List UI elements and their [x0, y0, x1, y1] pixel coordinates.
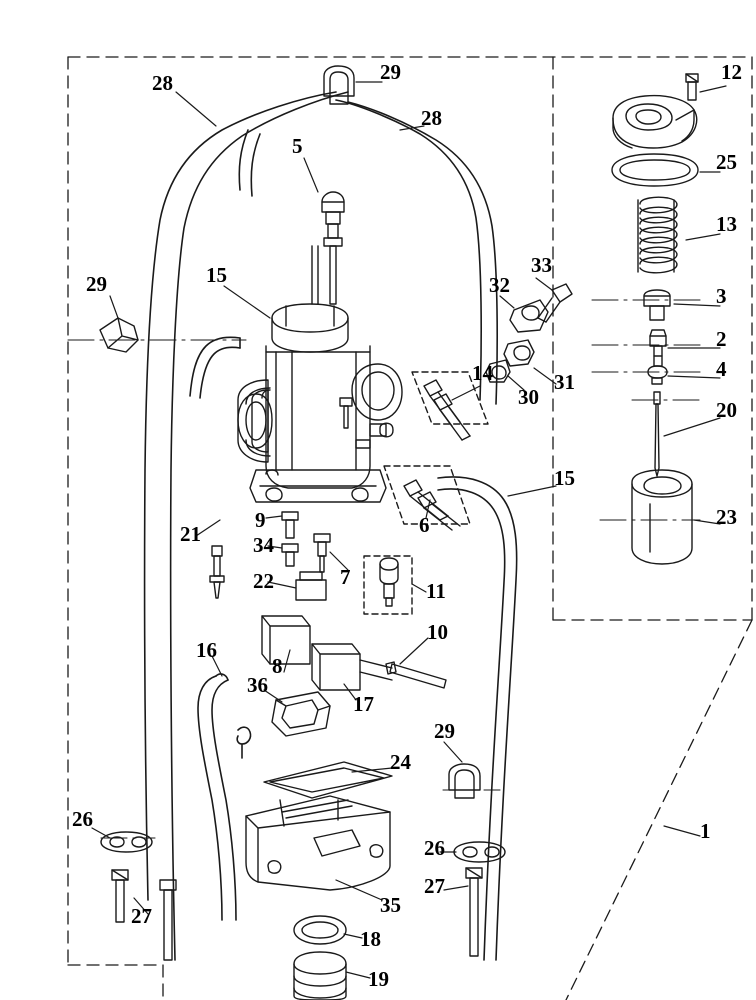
callout-2: 2 — [716, 327, 727, 351]
callout-15-right: 15 — [554, 466, 575, 490]
part-9-screw — [282, 512, 298, 538]
callout-28-left: 28 — [152, 71, 173, 95]
callout-14: 14 — [472, 361, 493, 385]
callout-23: 23 — [716, 505, 737, 529]
part-35-float-bowl — [246, 796, 390, 890]
callout-12: 12 — [721, 60, 742, 84]
carburetor-main-body — [238, 192, 402, 502]
part-11-pilot-jet — [364, 556, 412, 614]
top-cap-assembly-12 — [613, 74, 698, 148]
callout-7: 7 — [340, 565, 351, 589]
callout-30: 30 — [518, 385, 539, 409]
callout-4: 4 — [716, 357, 727, 381]
callout-34: 34 — [253, 533, 274, 557]
part-7-needle-valve — [314, 534, 330, 572]
callout-33: 33 — [531, 253, 552, 277]
clamp-29-left — [100, 318, 138, 352]
callout-35: 35 — [380, 893, 401, 917]
part-24-bowl-gasket — [264, 762, 392, 798]
callout-19: 19 — [368, 967, 389, 991]
clamp-29-lower — [449, 764, 480, 798]
part-32-bracket — [510, 300, 548, 332]
part-3-needle-holder — [644, 290, 670, 320]
callout-27-left: 27 — [131, 904, 152, 928]
part-26-plate-right — [454, 842, 505, 862]
callout-32: 32 — [489, 273, 510, 297]
callout-1: 1 — [700, 819, 711, 843]
part-26-plate-left — [101, 832, 152, 852]
part-23-throttle-slide — [632, 470, 692, 564]
part-2-jet-needle-clip — [650, 330, 666, 366]
callout-24: 24 — [390, 750, 411, 774]
gasket-25 — [612, 154, 698, 186]
part-30-31-fitting — [486, 340, 534, 382]
callout-3: 3 — [716, 284, 727, 308]
part-18-o-ring — [294, 916, 346, 944]
callout-9: 9 — [255, 508, 266, 532]
hose-15-left — [190, 337, 240, 398]
callout-36: 36 — [247, 673, 268, 697]
spring-13 — [638, 197, 677, 273]
callout-31: 31 — [554, 370, 575, 394]
callout-21: 21 — [180, 522, 201, 546]
part-17-float-right — [312, 644, 392, 690]
callout-28-right: 28 — [421, 106, 442, 130]
callout-18: 18 — [360, 927, 381, 951]
part-19-drain-plug — [294, 952, 346, 1000]
callout-29-left: 29 — [86, 272, 107, 296]
callout-13: 13 — [716, 212, 737, 236]
part-10-float-pin — [386, 662, 446, 688]
part-27-screw-right — [466, 868, 482, 956]
callout-8: 8 — [272, 654, 283, 678]
part-36-float-arm — [272, 692, 330, 736]
callout-27-right: 27 — [424, 874, 445, 898]
callout-17: 17 — [353, 692, 374, 716]
callout-29-lower: 29 — [434, 719, 455, 743]
part-33-screw — [538, 284, 572, 322]
callout-5: 5 — [292, 134, 303, 158]
callout-16: 16 — [196, 638, 217, 662]
callout-6: 6 — [419, 513, 430, 537]
part-21-pilot-screw — [210, 546, 224, 598]
part-20-jet-needle — [654, 392, 660, 476]
part-27-screw-left — [112, 870, 128, 922]
callout-26-left: 26 — [72, 807, 93, 831]
callout-29: 29 — [380, 60, 401, 84]
part-34-screw — [282, 544, 298, 566]
callout-11: 11 — [426, 579, 446, 603]
callout-15-left: 15 — [206, 263, 227, 287]
part-16-overflow-hose — [198, 674, 251, 920]
callout-26-right: 26 — [424, 836, 445, 860]
callout-20: 20 — [716, 398, 737, 422]
callout-25: 25 — [716, 150, 737, 174]
callout-10: 10 — [427, 620, 448, 644]
part-8-float-left — [262, 616, 310, 664]
part-22-float-pin — [296, 572, 326, 600]
callout-22: 22 — [253, 569, 274, 593]
part-4-clip — [648, 366, 667, 384]
